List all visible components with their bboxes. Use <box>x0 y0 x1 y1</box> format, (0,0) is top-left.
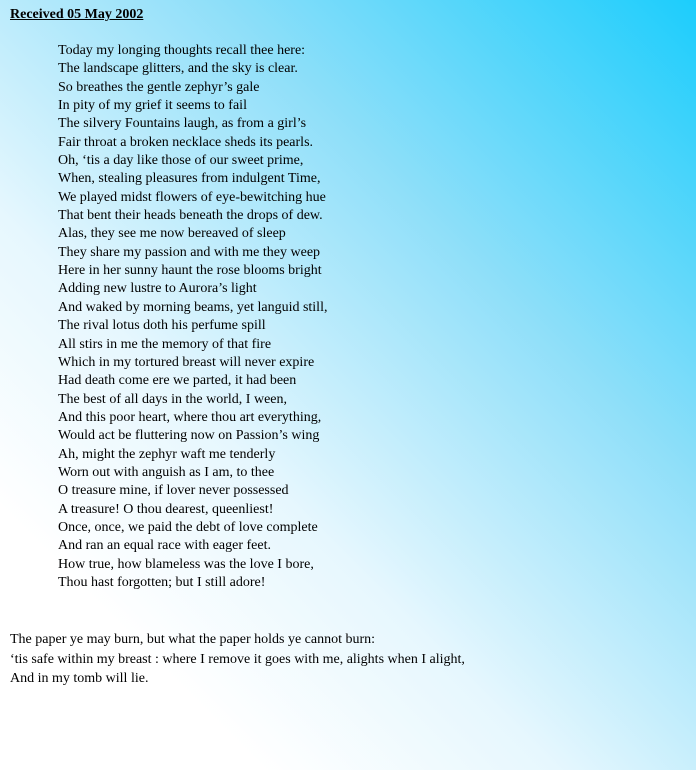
poem-line: The best of all days in the world, I ween, <box>58 391 287 407</box>
closing-line: ‘tis safe within my breast : where I remove it goes with me, alights when I alight, <box>10 651 465 667</box>
closing-verse <box>10 630 465 689</box>
poem-line: Would act be fluttering now on Passion’s wing <box>58 428 320 444</box>
poem-line: Had death come ere we parted, it had been <box>58 373 297 389</box>
poem-line: When, stealing pleasures from indulgent Time, <box>58 171 321 187</box>
poem-line: Once, once, we paid the debt of love complete <box>58 519 318 535</box>
received-date-heading: Received 05 May 2002 <box>10 7 144 22</box>
poem-stanza <box>58 42 327 592</box>
poem-line: Adding new lustre to Aurora’s light <box>58 281 257 297</box>
poem-line: All stirs in me the memory of that fire <box>58 336 272 352</box>
closing-line: And in my tomb will lie. <box>10 671 149 686</box>
poem-line: Thou hast forgotten; but I still adore! <box>58 574 266 590</box>
poem-line: That bent their heads beneath the drops of dew. <box>58 208 323 224</box>
poem-line: They share my passion and with me they weep <box>58 244 321 260</box>
poem-line: Alas, they see me now bereaved of sleep <box>58 226 286 242</box>
poem-line: Today my longing thoughts recall thee here: <box>58 43 306 58</box>
poem-line: In pity of my grief it seems to fail <box>58 98 247 114</box>
poem-line: Which in my tortured breast will never expire <box>58 354 315 370</box>
poem-line: And ran an equal race with eager feet. <box>58 538 271 554</box>
poem-line: The silvery Fountains laugh, as from a girl’s <box>58 116 307 132</box>
poem-line: So breathes the gentle zephyr’s gale <box>58 79 260 95</box>
poem-line: Worn out with anguish as I am, to thee <box>58 464 275 480</box>
poem-line: Fair throat a broken necklace sheds its pearls. <box>58 134 314 150</box>
poem-line: Here in her sunny haunt the rose blooms bright <box>58 263 322 279</box>
poem-line: How true, how blameless was the love I bore, <box>58 556 314 572</box>
poem-line: And this poor heart, where thou art everything, <box>58 409 322 425</box>
poem-line: Oh, ‘tis a day like those of our sweet prime, <box>58 153 304 169</box>
poem-line: The rival lotus doth his perfume spill <box>58 318 266 334</box>
closing-line: The paper ye may burn, but what the paper holds ye cannot burn: <box>10 632 376 647</box>
poem-line: Ah, might the zephyr waft me tenderly <box>58 446 276 462</box>
poem-line: O treasure mine, if lover never possessed <box>58 483 289 499</box>
poem-line: A treasure! O thou dearest, queenliest! <box>58 501 274 517</box>
poem-line: And waked by morning beams, yet languid still, <box>58 299 328 315</box>
poem-line: We played midst flowers of eye-bewitching hue <box>58 189 326 205</box>
poem-line: The landscape glitters, and the sky is clear. <box>58 61 298 77</box>
